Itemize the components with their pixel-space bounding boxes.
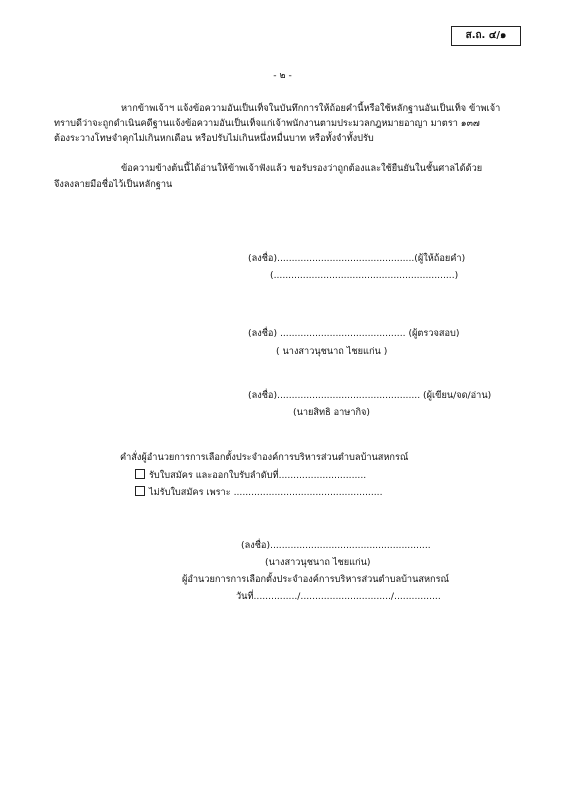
form-code-box [451,26,521,46]
statement-line-2: ทราบดีว่าจะถูกดำเนินคดีฐานแจ้งข้อความอันเป็นเท็จแก่เจ้าพนักงานตามประมวลกฎหมายอาญา มาตรา ๑๓๗ [54,118,480,129]
option-reject[interactable] [135,486,383,499]
date-line: วันที่.............../.............................../................ [236,591,441,602]
statement-line-3: ต้องระวางโทษจำคุกไม่เกินหกเดือน หรือปรับไม่เกินหนึ่งหมื่นบาท หรือทั้งจำทั้งปรับ [54,133,374,144]
director-title: ผู้อำนวยการการเลือกตั้งประจำองค์การบริหารส่วนตำบลบ้านสหกรณ์ [182,574,450,585]
order-heading: คำสั่งผู้อำนวยการการเลือกตั้งประจำองค์การบริหารส่วนตำบลบ้านสหกรณ์ [120,452,409,463]
director-signature-line: (ลงชื่อ)....................................................... [241,540,431,551]
page-number: - ๒ - [273,70,292,81]
form-code: ส.ถ. ๔/๑ [465,30,507,41]
option-reject-label: ไม่รับใบสมัคร เพราะ ................................................... [149,487,383,498]
writer-name: (นายสิทธิ อาษากิจ) [293,407,371,418]
option-accept-label: รับใบสมัคร และออกใบรับลำดับที่.............................. [149,470,367,481]
reject-checkbox[interactable] [135,486,145,496]
checker-signature-line: (ลงชื่อ) ........................................... (ผู้ตรวจสอบ) [248,328,460,339]
statement-line-5: จึงลงลายมือชื่อไว้เป็นหลักฐาน [54,179,173,190]
option-accept[interactable] [135,469,366,482]
writer-signature-line: (ลงชื่อ)................................................. (ผู้เขียน/จด/อ่าน) [248,390,492,401]
director-name: (นางสาวนุชนาถ ไชยแก่น) [265,557,371,568]
statement-line-4: ข้อความข้างต้นนี้ได้อ่านให้ข้าพเจ้าฟังแล้ว ขอรับรองว่าถูกต้องและใช้ยืนยันในชั้นศาลได้ด้วย [121,163,483,174]
statement-line-1: หากข้าพเจ้าฯ แจ้งข้อความอันเป็นเท็จในบันทึกการให้ถ้อยคำนี้หรือใช้หลักฐานอันเป็นเท็จ ข้าพเจ้า [121,103,501,114]
checker-name: ( นางสาวนุชนาถ ไชยแก่น ) [276,346,388,357]
giver-name: (..............................................................) [270,270,459,281]
giver-signature-line: (ลงชื่อ)...............................................(ผู้ให้ถ้อยคำ) [248,253,466,264]
accept-checkbox[interactable] [135,469,145,479]
